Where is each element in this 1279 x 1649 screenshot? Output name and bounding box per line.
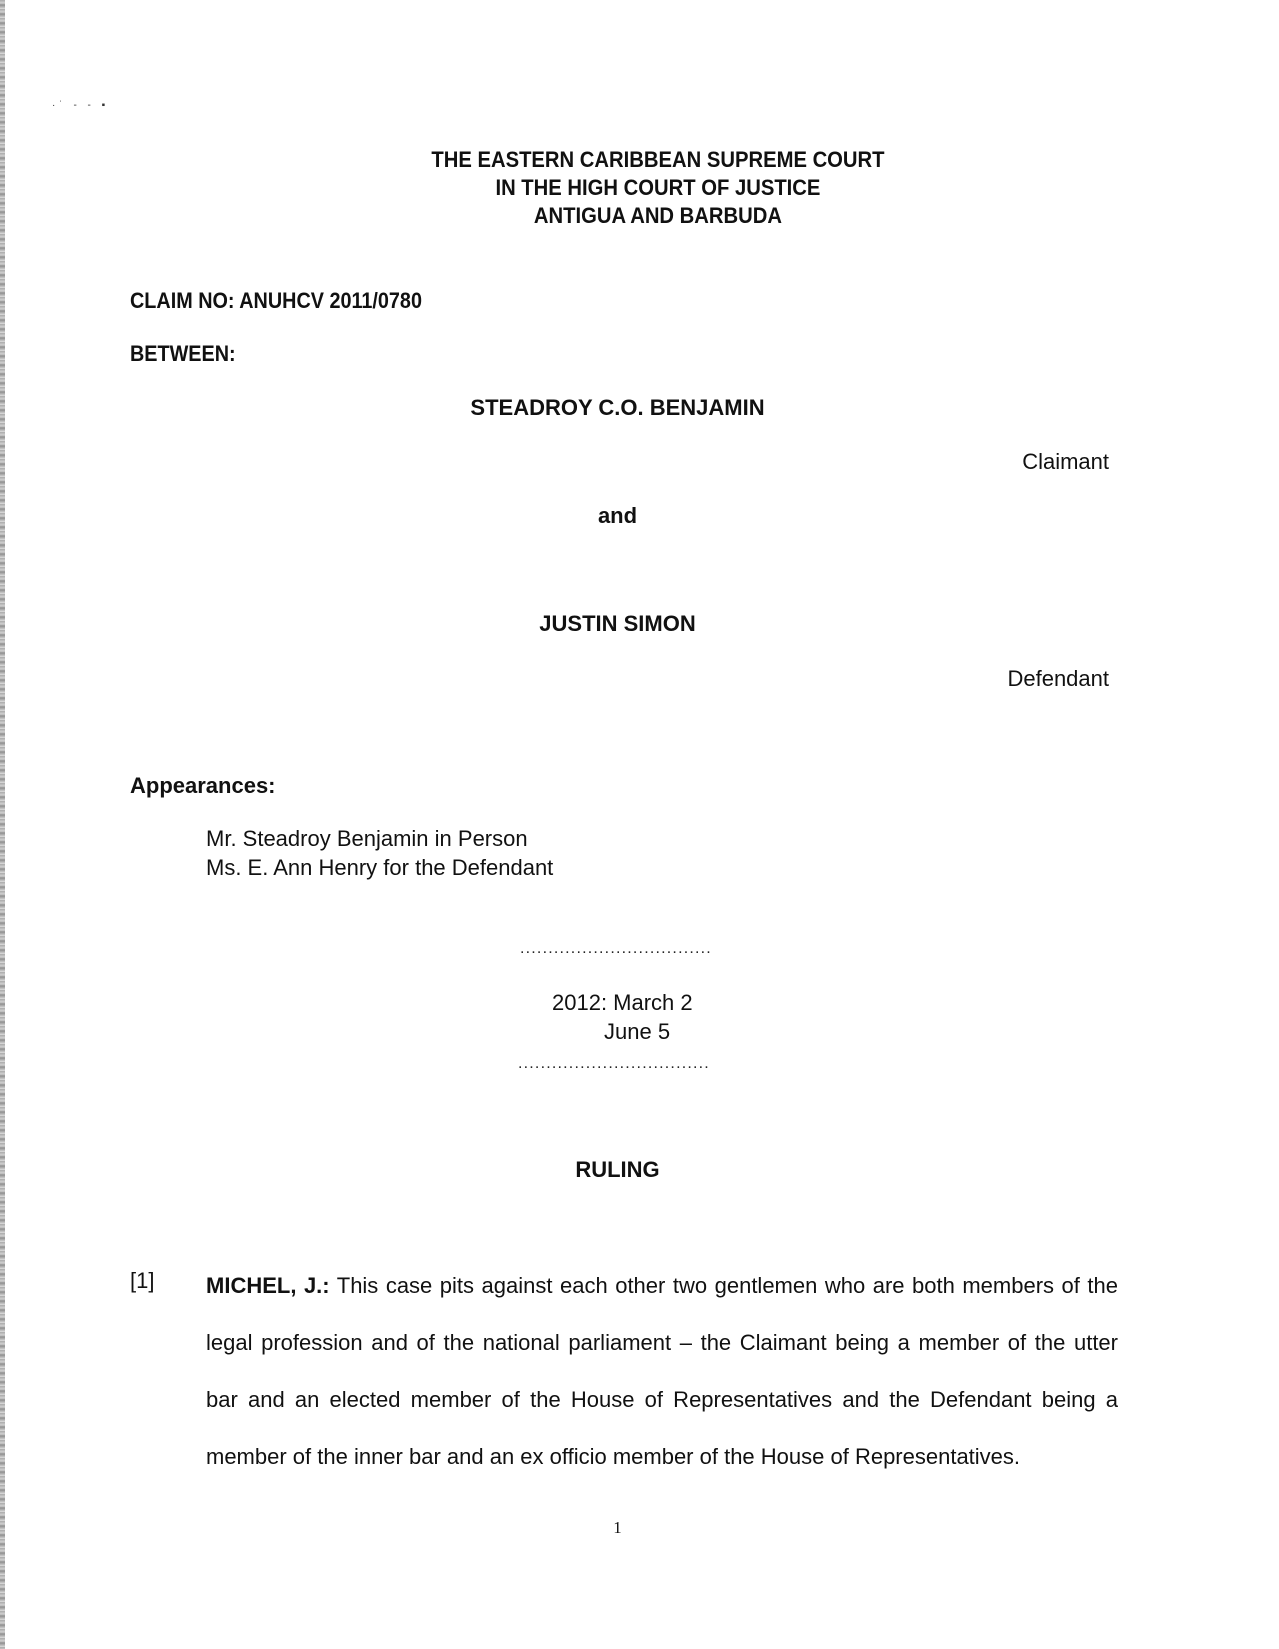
ruling-date: June 5 <box>604 1019 671 1044</box>
paragraph-number: [1] <box>130 1268 155 1293</box>
claimant-name: STEADROY C.O. BENJAMIN <box>470 395 765 420</box>
scan-edge <box>0 0 5 1649</box>
court-heading-line1: THE EASTERN CARIBBEAN SUPREME COURT <box>431 147 885 172</box>
appearances-label: Appearances: <box>130 773 276 798</box>
scan-specks: ·˙ - - ▪ <box>52 100 110 111</box>
date-separator-bottom: .................................. <box>518 1055 710 1072</box>
hearing-date: 2012: March 2 <box>552 990 693 1015</box>
court-heading-line2: IN THE HIGH COURT OF JUSTICE <box>495 175 821 200</box>
judge-name: MICHEL, J.: <box>206 1273 330 1298</box>
court-heading-line3: ANTIGUA AND BARBUDA <box>533 203 782 228</box>
appearance-claimant: Mr. Steadroy Benjamin in Person <box>206 826 528 851</box>
claimant-role: Claimant <box>1022 449 1109 474</box>
defendant-role: Defendant <box>1007 666 1109 691</box>
ruling-title: RULING <box>575 1157 660 1182</box>
paragraph-text: This case pits against each other two gentlemen who are both members of the legal profession and of the national parliament – the Claimant being a member of the utter bar and an elected member of the House of Representatives and the Defendant being a member of the inner bar and an ex officio member of the House of Representatives. <box>206 1273 1118 1469</box>
claim-number: CLAIM NO: ANUHCV 2011/0780 <box>130 288 422 313</box>
and-conjunction: and <box>597 503 638 528</box>
defendant-name: JUSTIN SIMON <box>539 611 696 636</box>
date-separator-top: .................................. <box>520 940 712 957</box>
appearance-defendant: Ms. E. Ann Henry for the Defendant <box>206 855 554 880</box>
court-heading <box>70 146 1247 230</box>
paragraph-body <box>206 1257 1118 1485</box>
between-label: BETWEEN: <box>130 341 236 366</box>
page-number: 1 <box>613 1518 622 1537</box>
